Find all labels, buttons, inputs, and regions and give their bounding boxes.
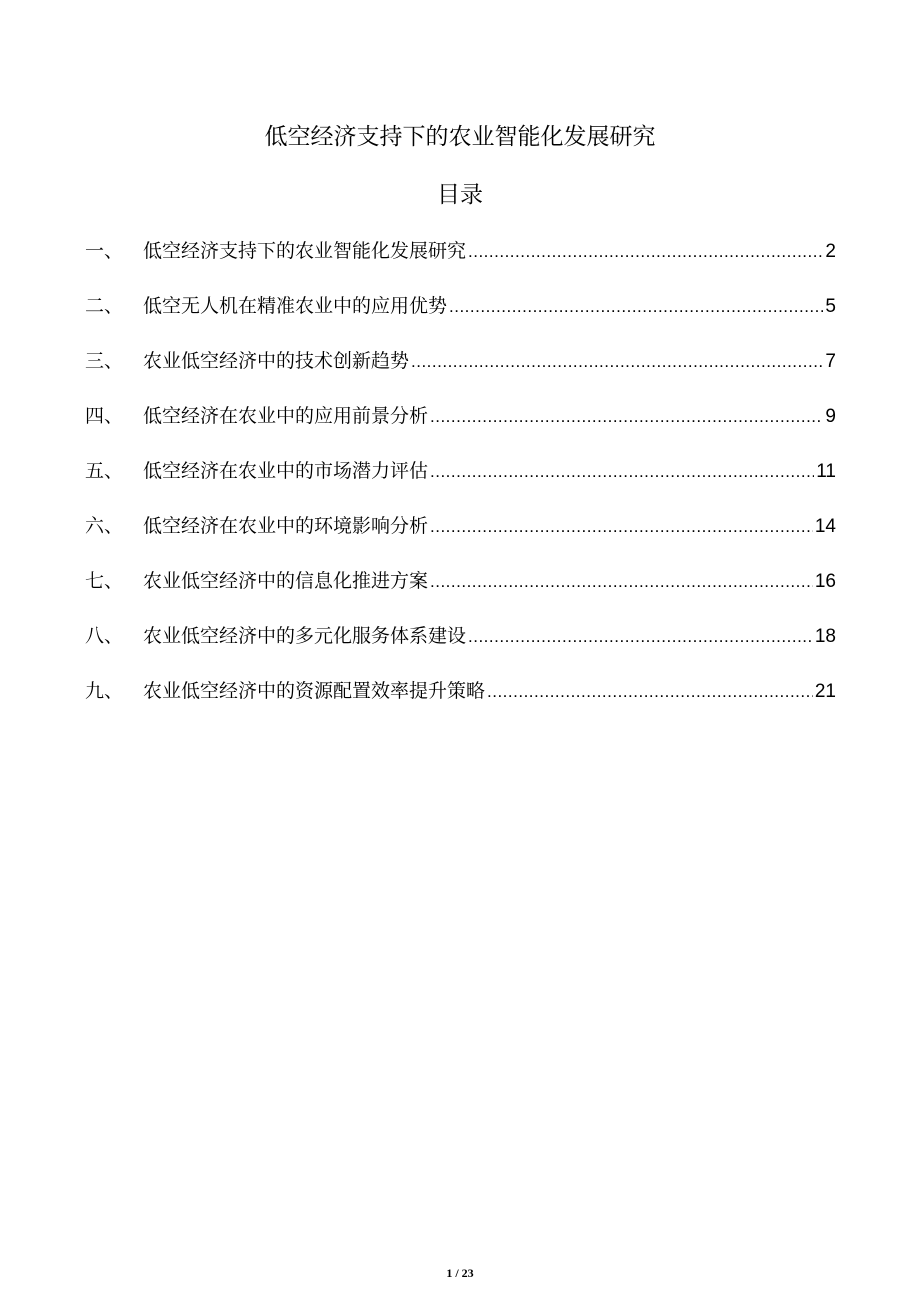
toc-entry[interactable] [85, 234, 836, 289]
toc-dot-leader [487, 675, 813, 709]
toc-entry-number: 八、 [85, 625, 124, 647]
toc-entry-page: 18 [814, 626, 836, 647]
toc-entry-title: 农业低空经济中的技术创新趋势 [143, 350, 410, 372]
toc-dot-leader [430, 400, 823, 434]
document-title: 低空经济支持下的农业智能化发展研究 [264, 124, 656, 150]
toc-entry-page: 9 [825, 406, 836, 427]
toc-dot-leader [430, 565, 813, 599]
toc-entry-page: 16 [814, 571, 836, 592]
toc-entry-title: 农业低空经济中的多元化服务体系建设 [143, 625, 467, 647]
toc-entry[interactable] [85, 619, 836, 674]
table-of-contents [85, 234, 836, 729]
toc-entry-title: 农业低空经济中的资源配置效率提升策略 [143, 680, 486, 702]
toc-entry[interactable] [85, 399, 836, 454]
toc-dot-leader [468, 620, 813, 654]
toc-entry-page: 11 [816, 461, 836, 482]
page-number-footer: 1 / 23 [446, 1266, 474, 1280]
toc-entry-number: 五、 [85, 460, 124, 482]
toc-entry-number: 三、 [85, 350, 124, 372]
toc-entry-title: 低空经济支持下的农业智能化发展研究 [143, 240, 467, 262]
toc-entry-page: 5 [825, 296, 836, 317]
toc-entry-title: 低空经济在农业中的市场潜力评估 [143, 460, 429, 482]
toc-entry[interactable] [85, 509, 836, 564]
toc-entry-page: 21 [814, 681, 836, 702]
toc-entry-number: 一、 [85, 240, 124, 262]
toc-dot-leader [468, 235, 823, 269]
toc-entry-number: 六、 [85, 515, 124, 537]
toc-entry-page: 2 [825, 241, 836, 262]
toc-entry[interactable] [85, 564, 836, 619]
toc-entry-title: 农业低空经济中的信息化推进方案 [143, 570, 429, 592]
toc-entry-number: 二、 [85, 295, 124, 317]
toc-entry-page: 7 [825, 351, 836, 372]
toc-entry[interactable] [85, 454, 836, 509]
toc-entry-number: 七、 [85, 570, 124, 592]
toc-entry-page: 14 [814, 516, 836, 537]
toc-entry-title: 低空经济在农业中的环境影响分析 [143, 515, 429, 537]
toc-dot-leader [430, 455, 814, 489]
toc-entry-number: 九、 [85, 680, 124, 702]
toc-entry-number: 四、 [85, 405, 124, 427]
toc-heading: 目录 [437, 182, 483, 208]
toc-entry[interactable] [85, 289, 836, 344]
toc-dot-leader [430, 510, 813, 544]
toc-entry[interactable] [85, 674, 836, 729]
toc-entry-title: 低空经济在农业中的应用前景分析 [143, 405, 429, 427]
toc-dot-leader [411, 345, 823, 379]
toc-entry[interactable] [85, 344, 836, 399]
toc-entry-title: 低空无人机在精准农业中的应用优势 [143, 295, 448, 317]
toc-dot-leader [449, 290, 823, 324]
